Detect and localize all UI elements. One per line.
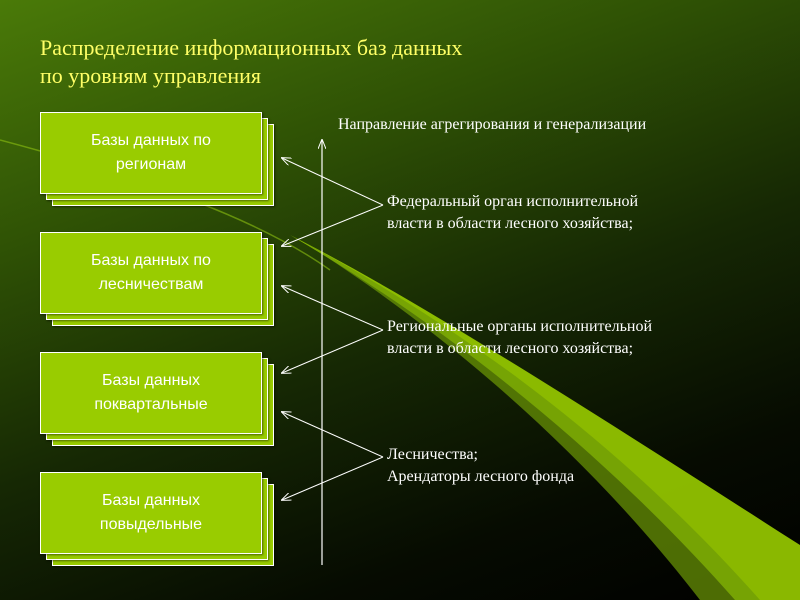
level-local [387, 444, 574, 488]
db-box-label: Базы данных [102, 372, 200, 389]
connector-line-local-to-allotments [282, 457, 383, 500]
connector-line-regional-to-forestries [282, 286, 383, 330]
connector-line-federal-to-regions [282, 158, 383, 205]
db-box-label: лесничествам [98, 276, 204, 293]
connector-line-federal-to-forestries [282, 205, 383, 246]
db-box-label: повыдельные [99, 516, 203, 533]
db-box-label: Базы данных [102, 492, 200, 509]
slide-title-line-2: по уровням управления [40, 63, 262, 88]
level-regional [387, 316, 652, 360]
db-box-label: поквартальные [94, 396, 208, 413]
level-text-line: Арендаторы лесного фонда [387, 468, 575, 485]
level-text-line: Федеральный орган исполнительной [387, 193, 639, 210]
level-text-line: власти в области лесного хозяйства; [387, 215, 634, 232]
level-text-line: власти в области лесного хозяйства; [387, 340, 634, 357]
db-box-label: регионам [115, 156, 187, 173]
connector-line-local-to-quarters [282, 412, 383, 457]
level-text-line: Лесничества; [387, 446, 478, 463]
direction-label: Направление агрегирования и генерализации [338, 116, 647, 133]
db-box-label: Базы данных по [91, 132, 211, 149]
slide-title-line-1: Распределение информационных баз данных [40, 35, 463, 60]
level-federal [387, 191, 638, 235]
db-box-label: Базы данных по [91, 252, 211, 269]
connector-line-regional-to-quarters [282, 330, 383, 373]
level-text-line: Региональные органы исполнительной [387, 318, 653, 335]
